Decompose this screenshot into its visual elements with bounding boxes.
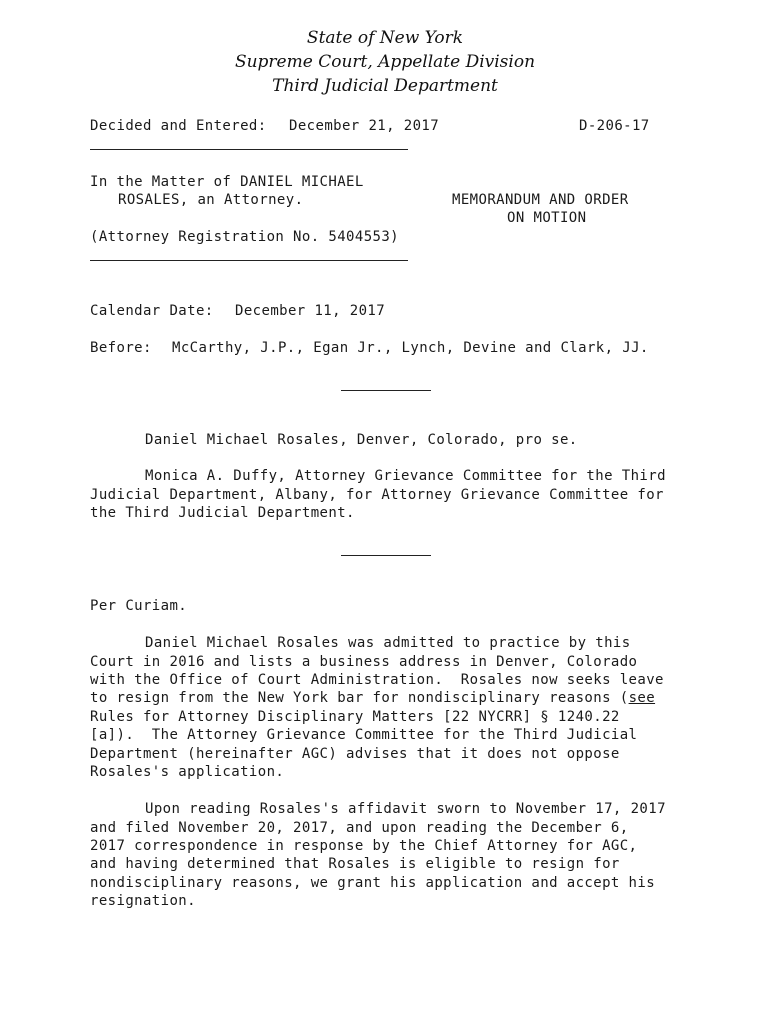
per-curiam: Per Curiam. <box>90 598 188 614</box>
decided-label: Decided and Entered: <box>90 118 267 134</box>
opinion-p1-line2: Court in 2016 and lists a business address in Denver, Colorado <box>90 654 638 670</box>
calendar-label: Calendar Date: <box>90 303 214 319</box>
opinion-p1-line1: Daniel Michael Rosales was admitted to practice by this <box>145 635 631 651</box>
header-department: Third Judicial Department <box>272 76 498 96</box>
opinion-p1-line4 <box>90 689 655 707</box>
opinion-p2-line6: resignation. <box>90 893 196 909</box>
before-judges: McCarthy, J.P., Egan Jr., Lynch, Devine and Clark, JJ. <box>172 340 649 356</box>
caption-line2: ROSALES, an Attorney. <box>118 192 304 208</box>
opinion-p2-line1: Upon reading Rosales's affidavit sworn to November 17, 2017 <box>145 801 666 817</box>
opinion-p1-line3: with the Office of Court Administration. Rosales now seeks leave <box>90 672 664 688</box>
opinion-p1-line6: [a]). The Attorney Grievance Committee for the Third Judicial <box>90 727 638 743</box>
opinion-p2-line3: 2017 correspondence in response by the Chief Attorney for AGC, <box>90 838 638 854</box>
separator-rule-2 <box>341 555 431 556</box>
caption-rule-top <box>90 149 408 150</box>
opinion-p1-line8: Rosales's application. <box>90 764 285 780</box>
registration-number: (Attorney Registration No. 5404553) <box>90 229 400 245</box>
opinion-p1-line7: Department (hereinafter AGC) advises that it does not oppose <box>90 746 620 762</box>
separator-rule-1 <box>341 390 431 391</box>
appearance-agc-line2: Judicial Department, Albany, for Attorney Grievance Committee for <box>90 487 664 503</box>
caption-rule-bottom <box>90 260 408 261</box>
memo-title-line2: ON MOTION <box>507 210 587 226</box>
appearance-pro-se: Daniel Michael Rosales, Denver, Colorado, pro se. <box>145 432 578 448</box>
header-court: Supreme Court, Appellate Division <box>234 52 536 72</box>
opinion-p2-line4: and having determined that Rosales is eligible to resign for <box>90 856 620 872</box>
header-state: State of New York <box>306 28 464 48</box>
memo-title-line1: MEMORANDUM AND ORDER <box>452 192 629 208</box>
decided-date: December 21, 2017 <box>289 118 440 134</box>
opinion-p1-line5: Rules for Attorney Disciplinary Matters [22 NYCRR] § 1240.22 <box>90 709 620 725</box>
opinion-p2-line5: nondisciplinary reasons, we grant his application and accept his <box>90 875 656 891</box>
docket-number: D-206-17 <box>579 118 650 134</box>
caption-line1: In the Matter of DANIEL MICHAEL <box>90 174 364 190</box>
opinion-p2-line2: and filed November 20, 2017, and upon reading the December 6, <box>90 820 629 836</box>
opinion-p1-line4-text: to resign from the New York bar for nondisciplinary reasons ( <box>90 690 629 706</box>
before-label: Before: <box>90 340 152 356</box>
appearance-agc-line1: Monica A. Duffy, Attorney Grievance Committee for the Third <box>145 468 666 484</box>
calendar-date: December 11, 2017 <box>235 303 386 319</box>
signal-see: see <box>628 690 656 706</box>
appearance-agc-line3: the Third Judicial Department. <box>90 505 355 521</box>
